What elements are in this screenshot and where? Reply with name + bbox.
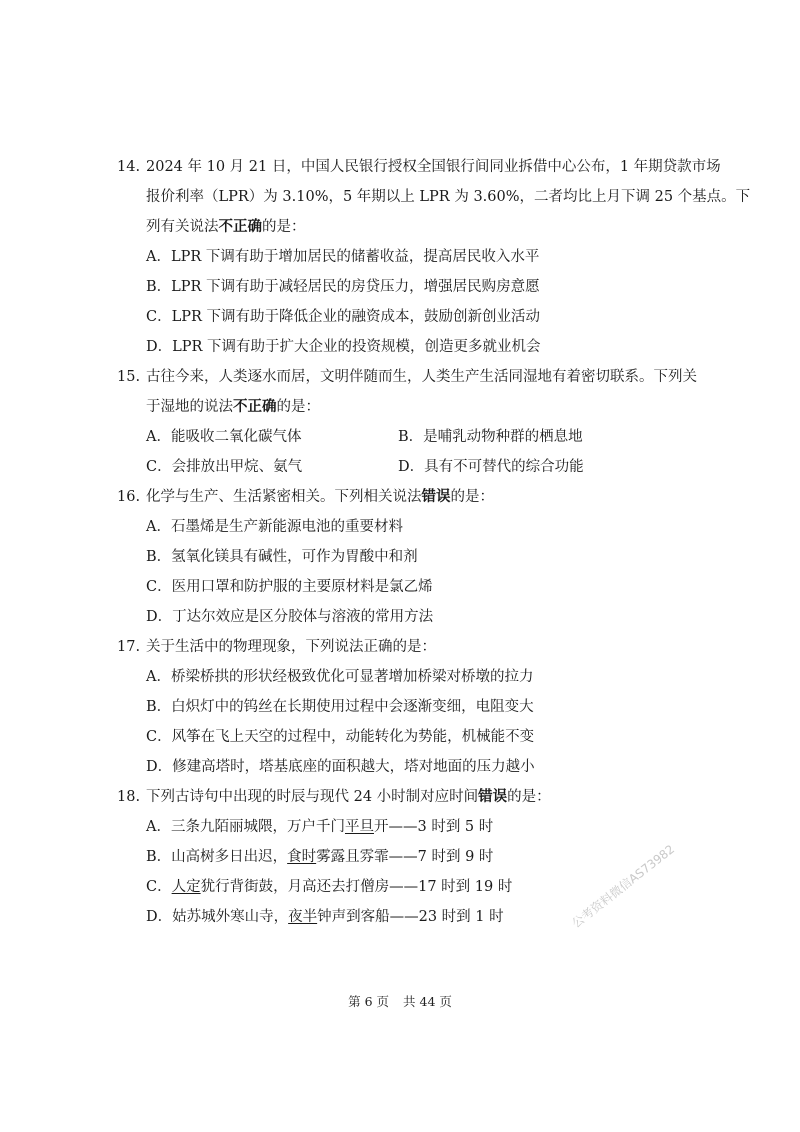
q18-stem-line1: 下列古诗句中出现的时辰与现代 24 小时制对应时间错误的是： (146, 788, 551, 805)
q16-option-b: B．氢氧化镁具有碱性，可作为胃酸中和剂 (146, 549, 418, 565)
watermark-text: 公考资料微信AS73982 (569, 841, 678, 931)
q14-option-b: B．LPR 下调有助于减轻居民的房贷压力，增强居民购房意愿 (146, 279, 540, 295)
q15-option-a: A．能吸收二氧化碳气体 (146, 429, 302, 445)
q17-number: 17. (117, 639, 141, 655)
q18-option-c: C．人定犹行背街鼓，月高还去打僧房——17 时到 19 时 (146, 879, 513, 895)
page-footer (0, 992, 800, 1010)
q15-option-d: D．具有不可替代的综合功能 (398, 459, 584, 475)
q14-option-a: A．LPR 下调有助于增加居民的储蓄收益，提高居民收入水平 (146, 249, 540, 265)
q16-number: 16. (117, 489, 141, 505)
q15-stem-line1: 古往今来，人类逐水而居，文明伴随而生，人类生产生活同湿地有着密切联系。下列关 (146, 369, 697, 385)
q18-number: 18. (117, 789, 141, 805)
q16-stem-line1: 化学与生产、生活紧密相关。下列相关说法错误的是： (146, 488, 494, 505)
q18-option-d: D．姑苏城外寒山寺，夜半钟声到客船——23 时到 1 时 (146, 909, 504, 925)
q17-option-c: C．风筝在飞上天空的过程中，动能转化为势能，机械能不变 (146, 729, 535, 745)
q16-option-d: D．丁达尔效应是区分胶体与溶液的常用方法 (146, 609, 434, 625)
q17-stem-line1: 关于生活中的物理现象，下列说法正确的是： (146, 639, 436, 655)
q14-stem-line1: 2024 年 10 月 21 日，中国人民银行授权全国银行间同业拆借中心公布，1 年期贷款市场 (146, 159, 721, 175)
page-number: 第 6 页 (348, 994, 390, 1009)
q17-option-d: D．修建高塔时，塔基底座的面积越大，塔对地面的压力越小 (146, 759, 535, 775)
q17-option-b: B．白炽灯中的钨丝在长期使用过程中会逐渐变细，电阻变大 (146, 699, 534, 715)
q14-option-d: D．LPR 下调有助于扩大企业的投资规模，创造更多就业机会 (146, 339, 541, 355)
q18-option-b: B．山高树多日出迟，食时雾露且雰霏——7 时到 9 时 (146, 849, 494, 865)
q15-option-b: B．是哺乳动物种群的栖息地 (398, 429, 583, 445)
q18-option-a: A．三条九陌丽城隈，万户千门平旦开——3 时到 5 时 (146, 819, 494, 835)
q16-option-a: A．石墨烯是生产新能源电池的重要材料 (146, 519, 403, 535)
q15-stem-line2: 于湿地的说法不正确的是： (146, 398, 320, 415)
q14-number: 14. (117, 159, 141, 175)
q17-option-a: A．桥梁桥拱的形状经极致优化可显著增加桥梁对桥墩的拉力 (146, 669, 534, 685)
q15-number: 15. (117, 369, 141, 385)
q14-stem-line3: 列有关说法不正确的是： (146, 218, 306, 235)
q14-stem-line2: 报价利率（LPR）为 3.10%，5 年期以上 LPR 为 3.60%，二者均比上月下调 25 个基点。下 (146, 189, 751, 205)
q14-option-c: C．LPR 下调有助于降低企业的融资成本，鼓励创新创业活动 (146, 309, 541, 325)
q16-option-c: C．医用口罩和防护服的主要原材料是氯乙烯 (146, 579, 433, 595)
q15-option-c: C．会排放出甲烷、氨气 (146, 459, 303, 475)
page-total: 共 44 页 (403, 994, 452, 1009)
